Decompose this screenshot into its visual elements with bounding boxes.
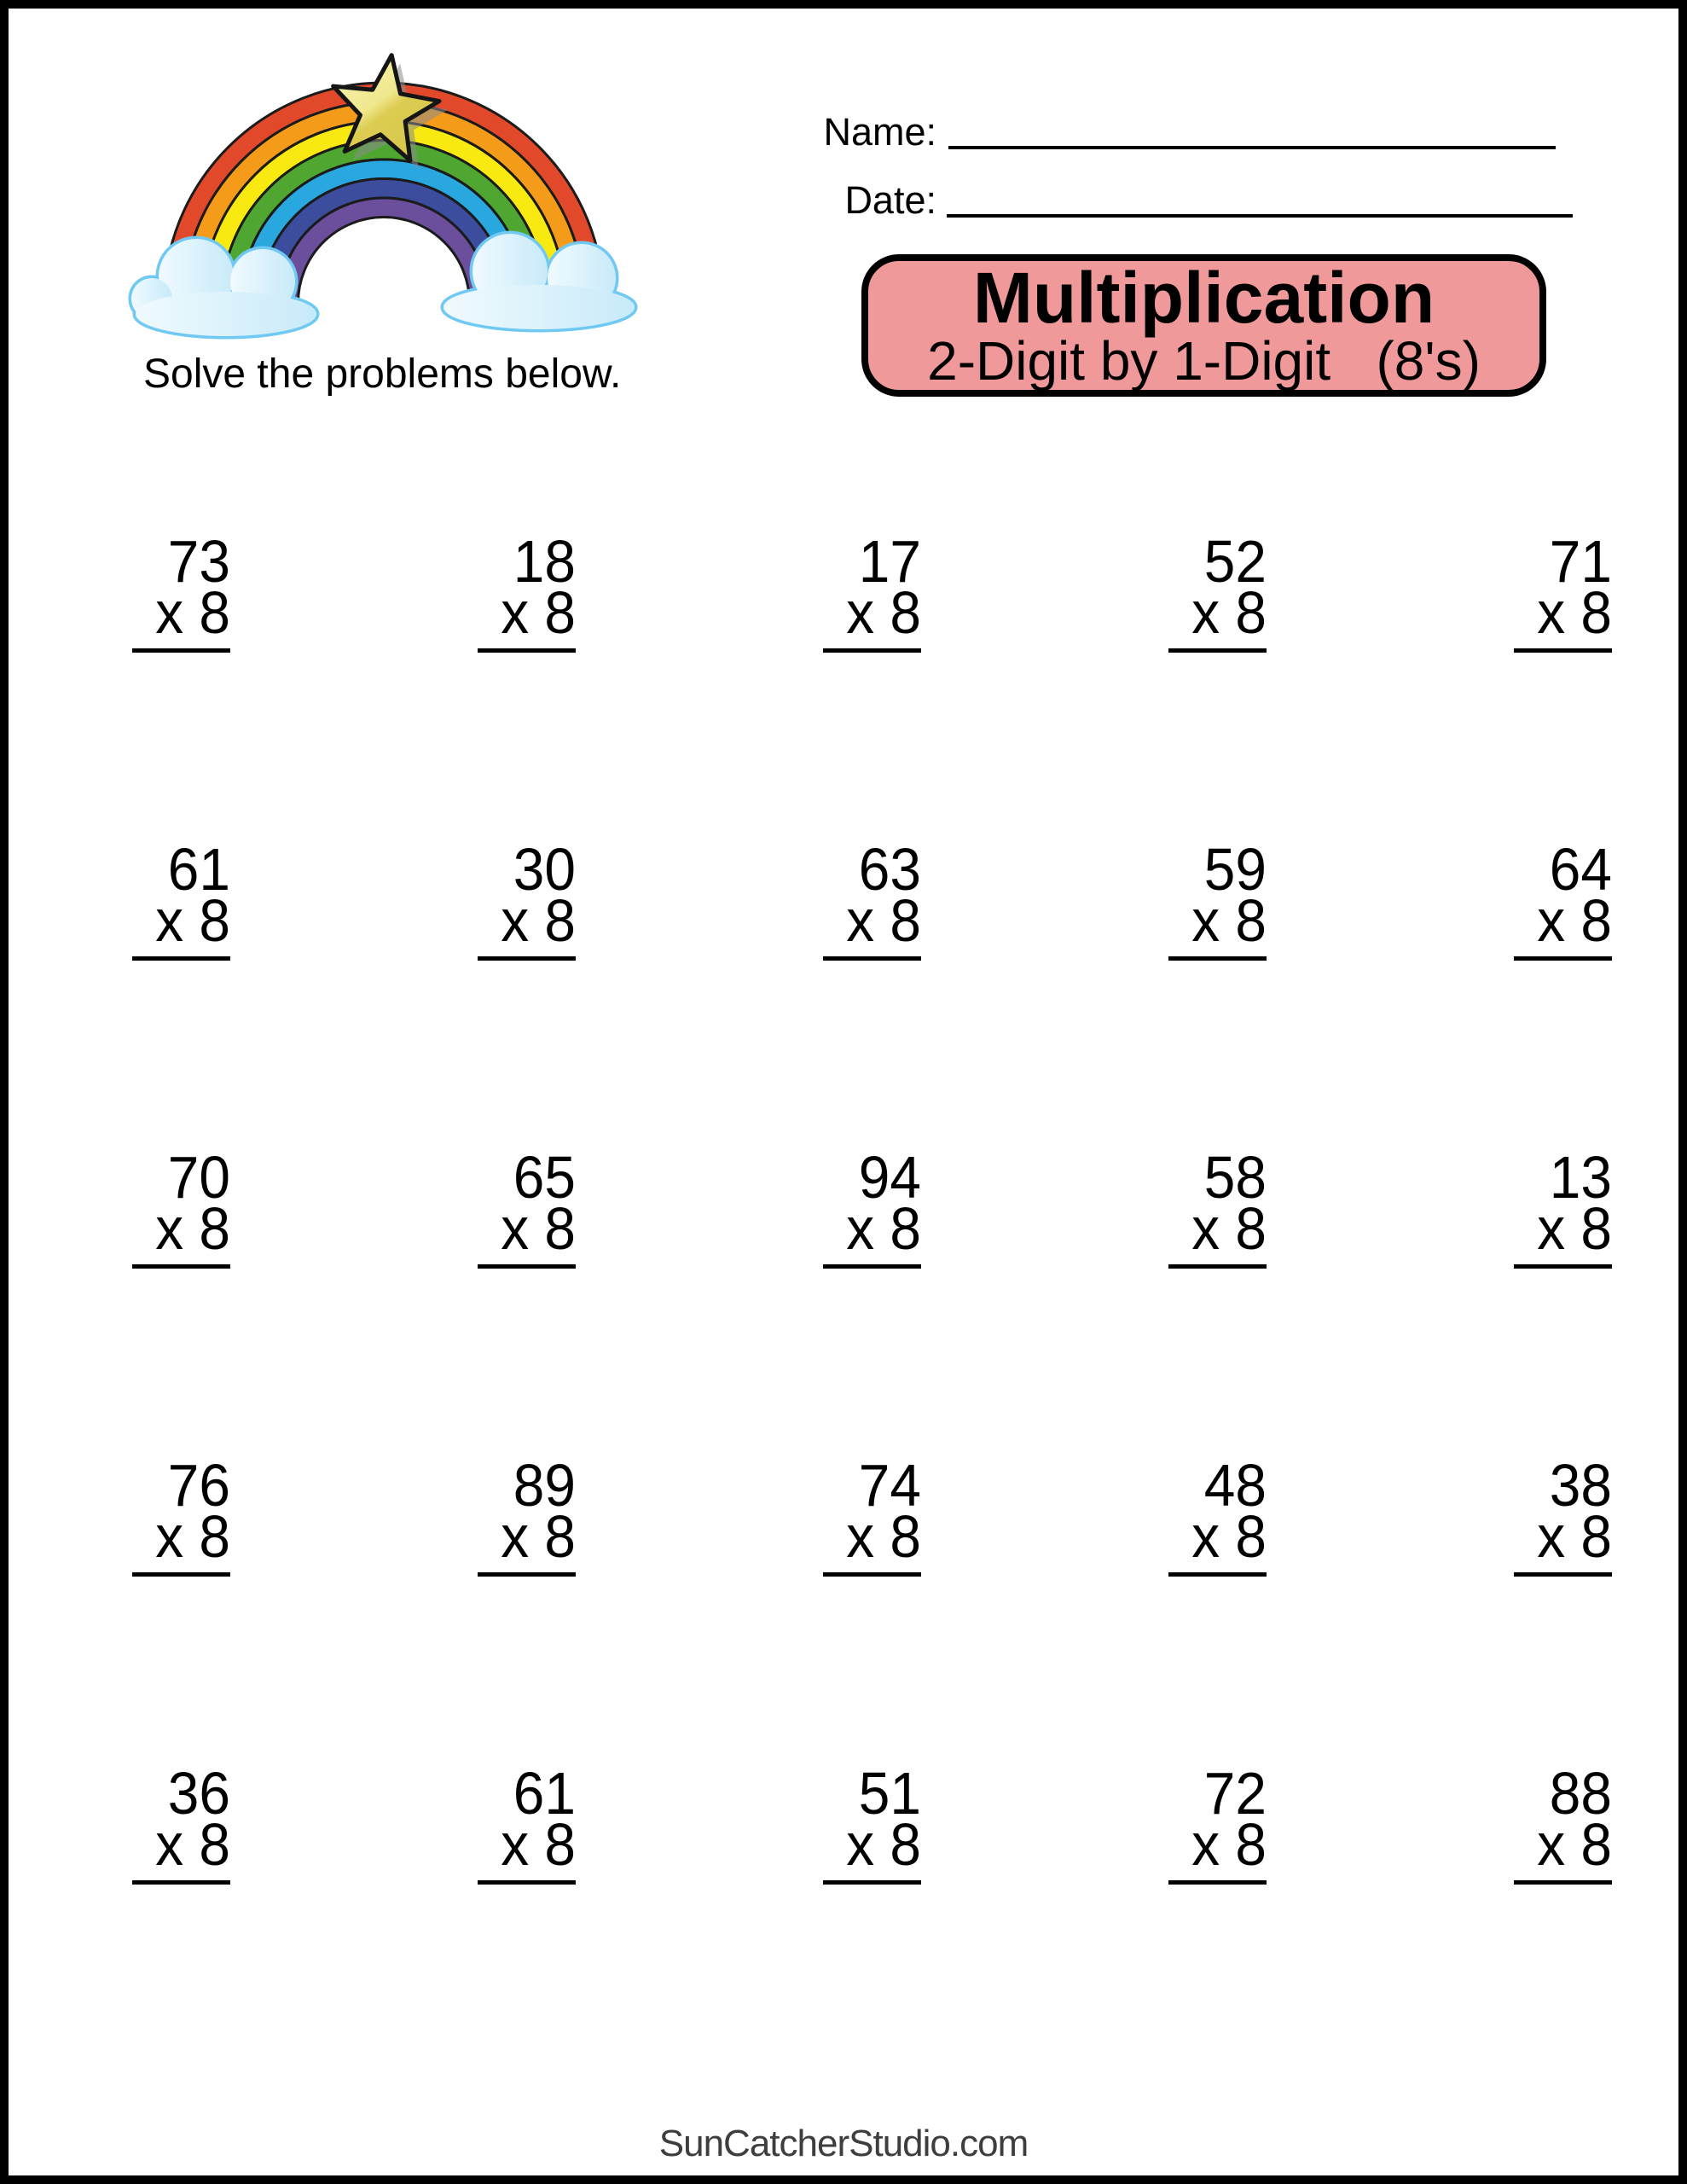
multiplicand: 59 [1203, 836, 1267, 903]
problem-cell [132, 836, 230, 961]
rainbow-icon [128, 49, 640, 344]
problem-cell [1514, 528, 1612, 653]
problem-cell [1168, 1452, 1267, 1577]
worksheet-title: Multiplication [972, 257, 1435, 338]
multiplicand: 36 [167, 1760, 230, 1827]
problem-cell [132, 1144, 230, 1269]
instruction-text: Solve the problems below. [143, 351, 622, 397]
multiplicand: 52 [1203, 528, 1267, 595]
title-box [861, 254, 1546, 397]
multiplicand: 48 [1203, 1452, 1267, 1519]
multiplier-row: x 8 [1191, 887, 1267, 954]
multiplier-row: x 8 [501, 1811, 576, 1878]
multiplier-row: x 8 [501, 579, 576, 646]
multiplier-row: x 8 [1191, 1195, 1267, 1262]
multiplier-row: x 8 [501, 1195, 576, 1262]
multiplicand: 73 [167, 528, 230, 595]
problem-cell [132, 528, 230, 653]
problem-cell [1514, 1144, 1612, 1269]
problem-cell [823, 1760, 921, 1885]
multiplicand: 74 [858, 1452, 921, 1519]
problem-cell [1168, 1760, 1267, 1885]
multiplier-row: x 8 [1537, 579, 1612, 646]
multiplier-row: x 8 [501, 1503, 576, 1570]
multiplier-row: x 8 [155, 1503, 230, 1570]
multiplicand: 38 [1549, 1452, 1612, 1519]
problem-cell [478, 1452, 576, 1577]
problem-cell [1514, 1452, 1612, 1577]
multiplier-row: x 8 [1537, 1811, 1612, 1878]
date-blank-line [947, 176, 1573, 218]
problem-cell [1514, 1760, 1612, 1885]
rainbow-svg [128, 49, 640, 344]
problem-cell [823, 528, 921, 653]
problem-cell [478, 1144, 576, 1269]
date-label: Date: [844, 178, 936, 222]
footer-credit: SunCatcherStudio.com [658, 2123, 1029, 2164]
multiplicand: 71 [1549, 528, 1612, 595]
multiplier-row: x 8 [1191, 1811, 1267, 1878]
multiplicand: 89 [513, 1452, 576, 1519]
problems-grid [132, 528, 1612, 1885]
multiplier-row: x 8 [846, 1503, 921, 1570]
multiplicand: 51 [858, 1760, 921, 1827]
multiplicand: 61 [167, 836, 230, 903]
multiplier-row: x 8 [155, 887, 230, 954]
multiplicand: 70 [167, 1144, 230, 1211]
multiplier-row: x 8 [846, 1811, 921, 1878]
multiplicand: 72 [1203, 1760, 1267, 1827]
multiplicand: 88 [1549, 1760, 1612, 1827]
multiplicand: 58 [1203, 1144, 1267, 1211]
multiplier-row: x 8 [1191, 1503, 1267, 1570]
multiplicand: 76 [167, 1452, 230, 1519]
multiplier-row: x 8 [155, 1195, 230, 1262]
problem-cell [1168, 528, 1267, 653]
multiplier-row: x 8 [155, 1811, 230, 1878]
problem-cell [823, 1452, 921, 1577]
multiplicand: 13 [1549, 1144, 1612, 1211]
multiplicand: 65 [513, 1144, 576, 1211]
problem-cell [478, 836, 576, 961]
problem-cell [823, 1144, 921, 1269]
problem-cell [1514, 836, 1612, 961]
multiplier-row: x 8 [846, 579, 921, 646]
multiplicand: 63 [858, 836, 921, 903]
multiplier-row: x 8 [1537, 1503, 1612, 1570]
name-blank-line [948, 107, 1556, 149]
multiplier-row: x 8 [501, 887, 576, 954]
multiplier-row: x 8 [846, 1195, 921, 1262]
name-label: Name: [823, 110, 936, 154]
problem-cell [1168, 836, 1267, 961]
multiplier-row: x 8 [155, 579, 230, 646]
multiplicand: 61 [513, 1760, 576, 1827]
problem-cell [478, 528, 576, 653]
problem-cell [823, 836, 921, 961]
multiplicand: 30 [513, 836, 576, 903]
worksheet-subtitle: 2-Digit by 1-Digit (8's) [927, 329, 1481, 392]
problem-cell [132, 1760, 230, 1885]
multiplicand: 17 [858, 528, 921, 595]
multiplicand: 94 [858, 1144, 921, 1211]
multiplier-row: x 8 [1537, 887, 1612, 954]
problem-cell [132, 1452, 230, 1577]
multiplicand: 64 [1549, 836, 1612, 903]
multiplier-row: x 8 [846, 887, 921, 954]
multiplicand: 18 [513, 528, 576, 595]
problem-cell [1168, 1144, 1267, 1269]
problem-cell [478, 1760, 576, 1885]
multiplier-row: x 8 [1191, 579, 1267, 646]
multiplier-row: x 8 [1537, 1195, 1612, 1262]
